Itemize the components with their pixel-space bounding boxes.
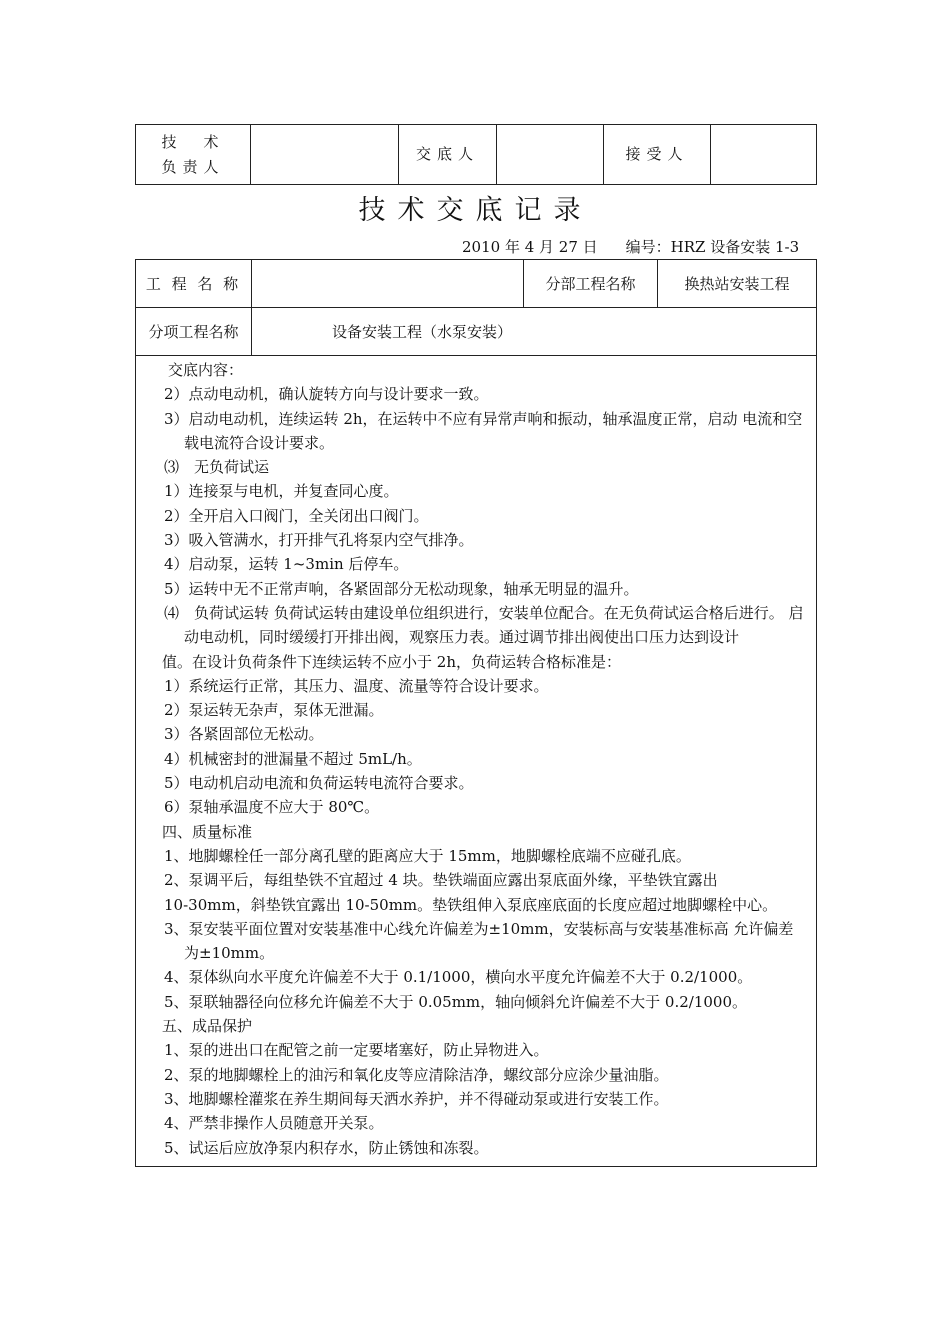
- discloser-label: 交底人: [399, 125, 497, 185]
- discloser-signature-field[interactable]: [497, 125, 604, 185]
- item-project-label: 分项工程名称: [136, 308, 252, 356]
- content-line: 2、泵的地脚螺栓上的油污和氧化皮等应清除洁净，螺纹部分应涂少量油脂。: [164, 1065, 669, 1084]
- receiver-label: 接受人: [604, 125, 711, 185]
- content-line: 2）点动电动机，确认旋转方向与设计要求一致。: [164, 385, 489, 404]
- content-line: 3）吸入管满水，打开排气孔将泵内空气排净。: [164, 531, 474, 550]
- content-line: 4）启动泵，运转 1~3min 后停车。: [164, 555, 409, 574]
- sign-table: [135, 124, 817, 185]
- content-line: 1）系统运行正常，其压力、温度、流量等符合设计要求。: [164, 676, 549, 695]
- content-line: ⑶ 无负荷试运: [164, 458, 270, 477]
- page-title: 技术交底记录: [358, 195, 593, 226]
- content-line: 5、试运后应放净泵内积存水，防止锈蚀和冻裂。: [164, 1138, 489, 1157]
- project-name-label: 工 程 名 称: [136, 260, 252, 308]
- section-heading: 五、成品保护: [162, 1017, 253, 1036]
- content-line: 6）泵轴承温度不应大于 80℃。: [164, 798, 380, 817]
- tech-head-signature-field[interactable]: [251, 125, 399, 185]
- content-line: 5）运转中无不正常声响，各紧固部分无松动现象，轴承无明显的温升。: [164, 579, 639, 598]
- content-line: 4）机械密封的泄漏量不超过 5mL/h。: [164, 749, 422, 768]
- content-line: 2）全开启入口阀门，全关闭出口阀门。: [164, 506, 429, 525]
- main-table: [135, 259, 817, 1167]
- item-project-value: 设备安装工程（水泵安装）: [252, 308, 817, 356]
- tech-head-line2: 负责人: [161, 157, 225, 176]
- record-date: 2010 年 4 月 27 日: [462, 238, 598, 256]
- content-body: [136, 356, 816, 1166]
- receiver-signature-field[interactable]: [711, 125, 817, 185]
- content-line: 4、泵体纵向水平度允许偏差不大于 0.1/1000，横向水平度允许偏差不大于 0.2/1000。: [164, 968, 753, 987]
- sub-project-label: 分部工程名称: [524, 260, 658, 308]
- content-line: 3、地脚螺栓灌浆在养生期间每天洒水养护，并不得碰动泵或进行安装工作。: [164, 1089, 669, 1108]
- section-heading: 四、质量标准: [162, 822, 253, 841]
- content-line: 值。在设计负荷条件下连续运转不应小于 2h，负荷运转合格标准是：: [162, 652, 621, 671]
- date-number-line: [462, 236, 799, 257]
- content-line: 1、泵的进出口在配管之前一定要堵塞好，防止异物进入。: [164, 1041, 549, 1060]
- content-line: 5、泵联轴器径向位移允许偏差不大于 0.05mm，轴向倾斜允许偏差不大于 0.2/1000。: [164, 992, 748, 1011]
- content-cell: [136, 356, 817, 1167]
- content-line: 3、泵安装平面位置对安装基准中心线允许偏差为±10mm，安装标高与安装基准标高 允许偏差为±10mm。: [164, 919, 794, 963]
- project-name-value[interactable]: [252, 260, 524, 308]
- tech-head-label: [136, 125, 251, 185]
- content-line: 1）连接泵与电机，并复查同心度。: [164, 482, 399, 501]
- sub-project-value: 换热站安装工程: [658, 260, 817, 308]
- content-line: 5）电动机启动电流和负荷运转电流符合要求。: [164, 774, 474, 793]
- record-number: 编号：HRZ 设备安装 1-3: [625, 238, 800, 256]
- content-line: 1、地脚螺栓任一部分离孔壁的距离应大于 15mm，地脚螺栓底端不应碰孔底。: [164, 846, 691, 865]
- content-line: 2）泵运转无杂声，泵体无泄漏。: [164, 701, 384, 720]
- content-line: 3）各紧固部位无松动。: [164, 725, 324, 744]
- tech-head-line1: 技 术: [161, 132, 225, 151]
- content-heading: 交底内容：: [168, 361, 244, 379]
- content-line: 2、泵调平后，每组垫铁不宜超过 4 块。垫铁端面应露出泵底面外缘，平垫铁宜露出: [164, 871, 718, 890]
- content-line: 3）启动电动机，连续运转 2h，在运转中不应有异常声响和振动，轴承温度正常，启动 电流和空载电流符合设计要求。: [164, 409, 803, 452]
- content-line: 10-30mm，斜垫铁宜露出 10-50mm。垫铁组伸入泵底座底面的长度应超过地脚螺栓中心。: [164, 895, 778, 914]
- content-line: 4、严禁非操作人员随意开关泵。: [164, 1114, 384, 1133]
- content-line: ⑷ 负荷试运转 负荷试运转由建设单位组织进行，安装单位配合。在无负荷试运合格后进行。 启动电动机，同时缓缓打开排出阀，观察压力表。通过调节排出阀使出口压力达到设计: [164, 603, 804, 647]
